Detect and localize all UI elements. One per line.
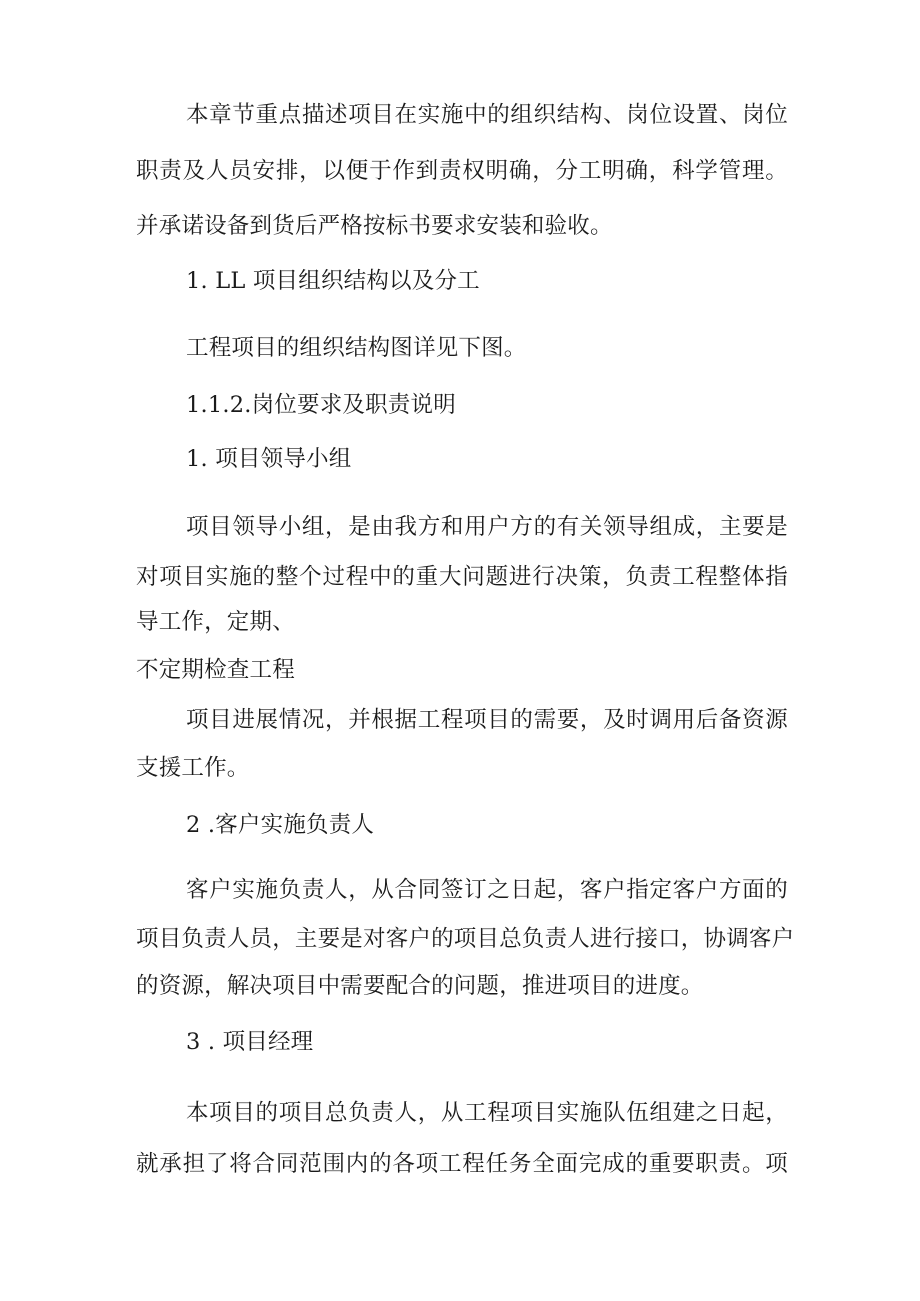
subsection-heading: 2 .客户实施负责人 [186, 812, 375, 838]
paragraph-line: 对项目实施的整个过程中的重大问题进行决策，负责工程整体指 [136, 564, 788, 590]
paragraph-line: 的资源，解决项目中需要配合的问题，推进项目的进度。 [136, 973, 704, 999]
paragraph-line: 并承诺设备到货后严格按标书要求安装和验收。 [136, 213, 613, 239]
subsection-heading: 1. 项目领导小组 [186, 446, 352, 472]
paragraph-line: 本章节重点描述项目在实施中的组织结构、岗位设置、岗位 [186, 102, 788, 128]
paragraph-line: 项目进展情况，并根据工程项目的需要，及时调用后备资源 [186, 707, 788, 733]
subsection-heading: 3 . 项目经理 [186, 1029, 314, 1055]
paragraph-line: 工程项目的组织结构图详见下图。 [186, 335, 527, 361]
section-heading: 1.1.2.岗位要求及职责说明 [186, 392, 456, 418]
paragraph-line: 项目负责人员，主要是对客户的项目总负责人进行接口，协调客户 [136, 926, 795, 952]
paragraph-line: 客户实施负责人，从合同签订之日起，客户指定客户方面的 [186, 877, 788, 903]
paragraph-line: 项目领导小组，是由我方和用户方的有关领导组成，主要是 [186, 514, 788, 540]
paragraph-line: 就承担了将合同范围内的各项工程任务全面完成的重要职责。项 [136, 1151, 788, 1177]
paragraph-line: 职责及人员安排，以便于作到责权明确，分工明确，科学管理。 [136, 158, 788, 184]
paragraph-line: 不定期检查工程 [136, 657, 295, 683]
section-heading: 1. LL 项目组织结构以及分工 [186, 268, 480, 294]
paragraph-line: 导工作，定期、 [136, 609, 295, 635]
paragraph-line: 支援工作。 [136, 755, 250, 781]
paragraph-line: 本项目的项目总负责人，从工程项目实施队伍组建之日起， [186, 1100, 788, 1126]
